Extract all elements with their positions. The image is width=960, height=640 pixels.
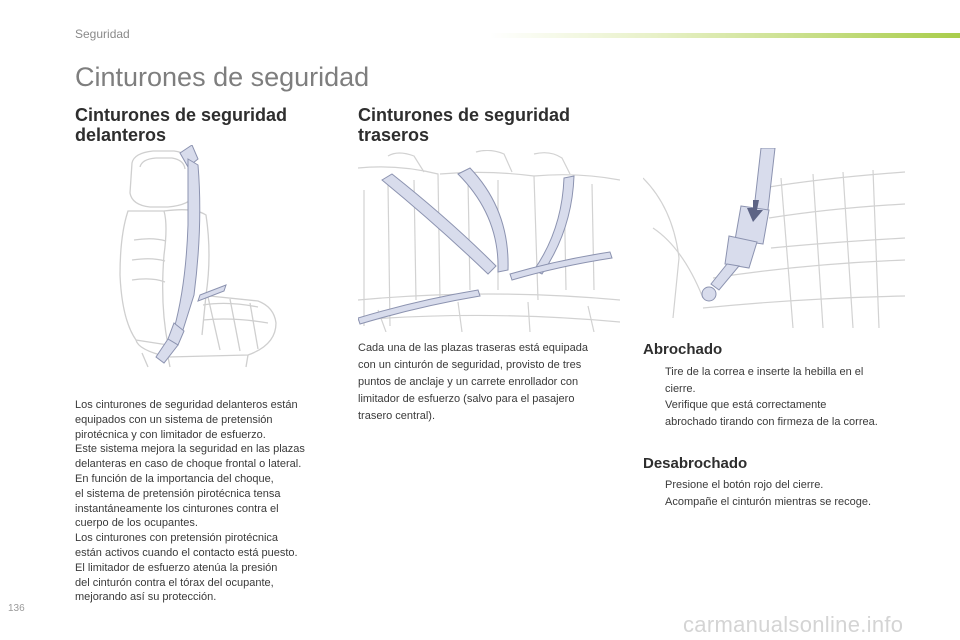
unfastening-list [643,477,933,510]
front-heading-line1: Cinturones de seguridad [75,105,288,125]
unfastening-heading: Desabrochado [643,455,748,472]
list-item [643,477,933,494]
list-item [643,494,933,511]
header-accent-bar [490,33,960,38]
rear-heading-line2: traseros [358,125,430,145]
section-label: Seguridad [75,27,130,41]
fastening-step-1: Tire de la correa e inserte la hebilla en el cierre. [665,366,864,395]
unfastening-step-2: Acompañe el cinturón mientras se recoge. [665,495,872,508]
rear-paragraph: Cada una de las plazas traseras está equipada con un cinturón de seguridad, provisto de tres puntos de anclaje y un carrete enrollador con limitador de esfuerzo (salvo para el pasajero trasero central). [358,342,588,422]
front-paragraph: Los cinturones de seguridad delanteros están equipados con un sistema de pretensión pirotécnica y con limitador de esfuerzo. Este sistema mejora la seguridad en las plazas delanteras en caso de choque frontal o lateral. En función de la importancia del choque, el sistema de pretensión pirotécnica tensa instantáneamente los cinturones contra el cuerpo de los ocupantes. Los cinturones con pretensión pirotécnica están activos cuando el contacto está puesto. El limitador de esfuerzo atenúa la presión del cinturón contra el tórax del ocupante, mejorando así su protección. [75,399,305,604]
list-item [643,397,933,430]
front-heading [75,105,287,145]
page-number: 136 [8,603,25,614]
front-heading-line2: delanteros [75,125,167,145]
rear-heading [358,105,570,145]
rear-seat-illustration [358,150,620,332]
front-seat-illustration [108,145,288,370]
fastening-heading: Abrochado [643,341,723,358]
watermark-text: carmanualsonline.info [683,612,904,637]
buckle-illustration [643,148,905,330]
page-title: Cinturones de seguridad [75,62,370,92]
list-item [643,364,933,397]
rear-heading-line1: Cinturones de seguridad [358,105,571,125]
fastening-list [643,364,933,430]
unfastening-step-1: Presione el botón rojo del cierre. [665,479,824,491]
fastening-step-2: Verifique que está correctamente abrochado tirando con firmeza de la correa. [665,399,878,428]
